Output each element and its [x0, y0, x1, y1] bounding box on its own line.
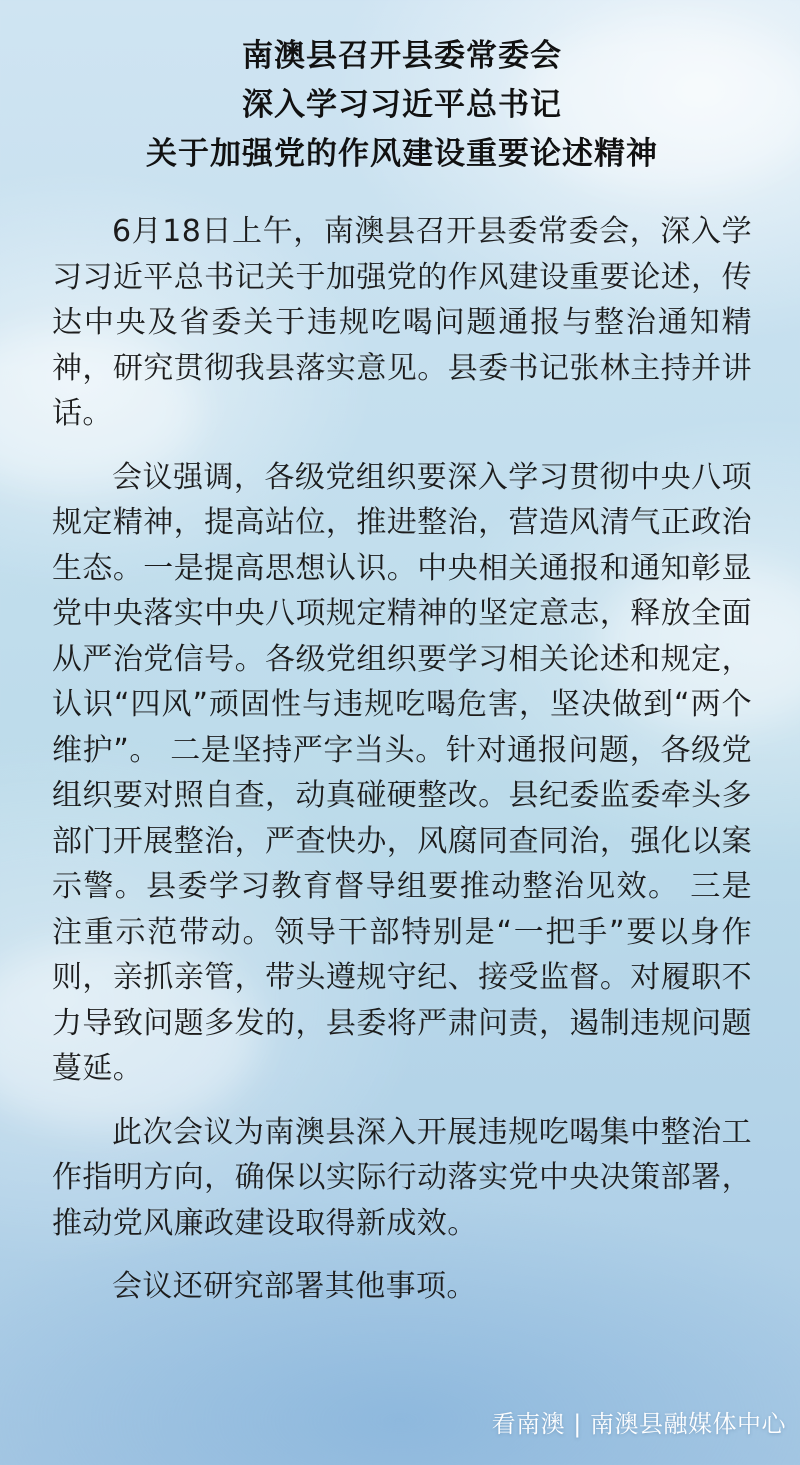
- article: [52, 32, 752, 1328]
- title-line-1: 南澳县召开县委常委会: [242, 38, 562, 74]
- paragraph-3: 此次会议为南澳县深入开展违规吃喝集中整治工作指明方向，确保以实际行动落实党中央决策部署，推动党风廉政建设取得新成效。: [52, 1114, 752, 1241]
- article-title: [52, 32, 752, 179]
- title-line-2: 深入学习习近平总书记: [242, 87, 562, 123]
- paragraph-4: 会议还研究部署其他事项。: [112, 1269, 477, 1304]
- paragraph-1: 6月18日上午，南澳县召开县委常委会，深入学习习近平总书记关于加强党的作风建设重要论述，传达中央及省委关于违规吃喝问题通报与整治通知精神，研究贯彻我县落实意见。县委书记张林主持并讲话。: [52, 214, 752, 431]
- paragraph-2: 会议强调，各级党组织要深入学习贯彻中央八项规定精神，提高站位，推进整治，营造风清气正政治生态。一是提高思想认识。中央相关通报和通知彰显党中央落实中央八项规定精神的坚定意志，释放全面从严治党信号。各级党组织要学习相关论述和规定，认识“四风”顽固性与违规吃喝危害，坚决做到“两个维护”。 二是坚持严字当头。针对通报问题，各级党组织要对照自查，动真碰硬整改。县纪委监委牵头多部门开展整治，严查快办，风腐同查同治，强化以案示警。县委学习教育督导组要推动整治见效。 三是注重示范带动。领导干部特别是“一把手”要以身作则，亲抓亲管，带头遵规守纪、接受监督。对履职不力导致问题多发的，县委将严肃问责，遏制违规问题蔓延。: [52, 459, 752, 1086]
- source-credit: 看南澳 | 南澳县融媒体中心: [491, 1410, 786, 1438]
- title-line-3: 关于加强党的作风建设重要论述精神: [146, 136, 658, 172]
